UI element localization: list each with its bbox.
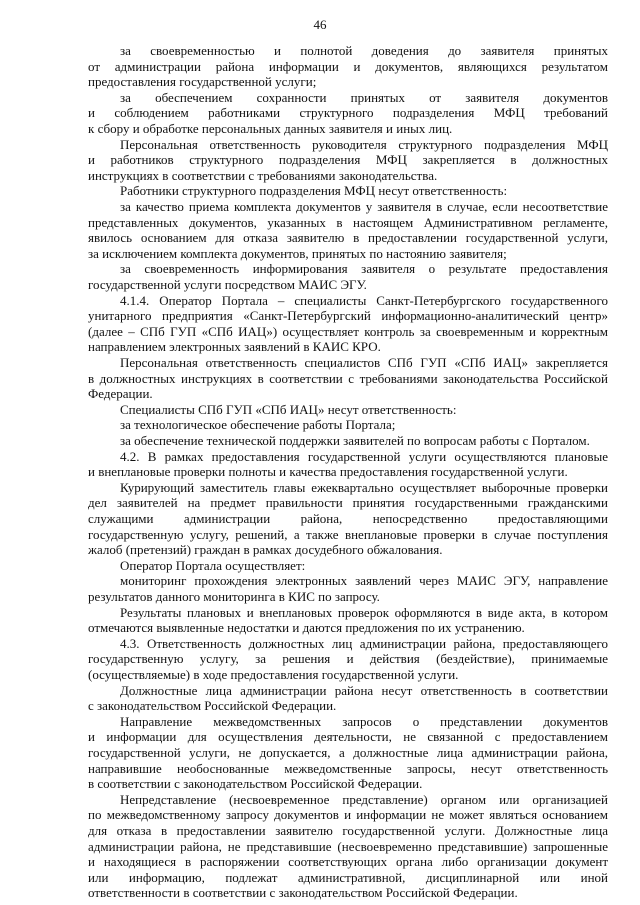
text-line: жалоб (претензий) граждан в рамках досудебного обжалования. xyxy=(88,542,443,558)
text-line: представленных документов, указанных в настоящем Административном регламенте, xyxy=(88,214,608,230)
text-line: Направление межведомственных запросов о представлении документов xyxy=(120,713,608,729)
text-line: в должностных инструкциях в соответствии с требованиями законодательства Российской xyxy=(88,370,608,386)
page-number: 46 xyxy=(313,17,327,32)
text-line: результатов данного мониторинга в КИС по запросу. xyxy=(88,589,380,604)
text-line: с законодательством Российской Федерации. xyxy=(88,698,337,714)
text-line: государственной услуги посредством МАИС ЭГУ. xyxy=(88,277,367,292)
text-line: дел заявителей на предмет правильности принятия государственными гражданскими xyxy=(88,495,608,511)
text-line: за обеспечение технической поддержки заявителей по вопросам работы с Порталом. xyxy=(120,433,590,448)
text-line: и внеплановые проверки полноты и качества предоставления государственной услуги. xyxy=(88,464,568,480)
text-line: за качество приема комплекта документов у заявителя в случае, если несоответствие xyxy=(120,199,608,214)
text-line: направившие необоснованные межведомственные запросы, несут ответственность xyxy=(88,760,608,776)
text-line: администрации района, не представившие (несвоевременно представившие) запрошенные xyxy=(88,838,608,854)
text-line: (осуществляемые) в ходе предоставления государственной услуги. xyxy=(88,667,459,682)
text-line: для отказа в предоставлении заявителю государственной услуги. Должностные лица xyxy=(88,823,608,838)
text-line: отмечаются выявленные недостатки и даются предложения по их устранению. xyxy=(88,620,525,636)
text-line: государственную услугу, за решения и действия (бездействие), принимаемые xyxy=(88,651,608,667)
text-line: к сбору и обработке персональных данных заявителя и иных лиц. xyxy=(88,121,453,136)
text-line: мониторинг прохождения электронных заявлений через МАИС ЭГУ, направление xyxy=(120,573,608,589)
text-line: за технологическое обеспечение работы Портала; xyxy=(120,417,396,433)
text-line: Персональная ответственность специалистов СПб ГУП «СПб ИАЦ» закрепляется xyxy=(120,355,608,370)
text-line: Непредставление (несвоевременное представление) органом или организацией xyxy=(120,791,608,807)
text-line: ответственности в соответствии с законодательством Российской Федерации. xyxy=(88,885,518,901)
text-line: 4.3. Ответственность должностных лиц администрации района, предоставляющего xyxy=(120,635,608,651)
text-line: за своевременностью и полнотой доведения до заявителя принятых xyxy=(120,43,608,58)
text-line: в соответствии с законодательством Российской Федерации. xyxy=(88,776,423,792)
text-line: и находящиеся в распоряжении соответствующих органа либо организации документ xyxy=(88,854,608,870)
text-line: за исключением комплекта документов, принятых по настоянию заявителя; xyxy=(88,245,507,261)
text-line: и соблюдением работниками структурного подразделения МФЦ требований xyxy=(88,105,608,121)
text-line: или информацию, подлежат административной, дисциплинарной или иной xyxy=(88,869,608,885)
text-line: Специалисты СПб ГУП «СПб ИАЦ» несут ответственность: xyxy=(120,401,457,417)
text-line: (далее – СПб ГУП «СПб ИАЦ») осуществляет контроль за своевременным и корректным xyxy=(88,323,608,339)
text-line: 4.1.4. Оператор Портала – специалисты Санкт-Петербургского государственного xyxy=(120,292,608,308)
text-line: Курирующий заместитель главы ежеквартально осуществляет выборочные проверки xyxy=(120,479,608,495)
text-line: Оператор Портала осуществляет: xyxy=(120,557,306,573)
text-line: от администрации района информации и документов, являющихся результатом xyxy=(88,58,608,74)
text-line: государственную услугу, решений, а также внеплановые проверки в случае поступления xyxy=(88,526,608,542)
text-line: Должностные лица администрации района несут ответственность в соответствии xyxy=(120,682,608,698)
text-line: за обеспечением сохранности принятых от заявителя документов xyxy=(120,89,608,105)
text-line: Персональная ответственность руководителя структурного подразделения МФЦ xyxy=(120,136,608,152)
text-line: явилось основанием для отказа заявителю в предоставлении государственной услуги, xyxy=(88,230,608,246)
text-line: и работников структурного подразделения МФЦ закрепляется в должностных xyxy=(88,152,608,168)
text-line: служащими администрации района, непосредственно предоставляющими xyxy=(88,511,608,526)
text-line: за своевременность информирования заявителя о результате предоставления xyxy=(120,261,608,277)
text-line: по межведомственному запросу документов и информации не может являться основанием xyxy=(88,807,608,823)
text-line: инструкциях в соответствии с требованиями законодательства. xyxy=(88,167,438,183)
text-line: Федерации. xyxy=(88,386,153,402)
text-line: Работники структурного подразделения МФЦ несут ответственность: xyxy=(120,183,508,199)
text-line: и информации для осуществления деятельности, не связанной с предоставлением xyxy=(88,729,608,745)
text-line: государственной услуги, не допускается, а должностные лица администрации района, xyxy=(88,745,608,760)
text-line: унитарного предприятия «Санкт-Петербургский информационно-аналитический центр» xyxy=(88,308,608,324)
text-line: Результаты плановых и внеплановых проверок оформляются в виде акта, в котором xyxy=(120,604,608,620)
text-line: предоставления государственной услуги; xyxy=(88,74,317,90)
text-line: направлением электронных заявлений в КАИС КРО. xyxy=(88,339,381,355)
text-line: 4.2. В рамках предоставления государственной услуги осуществляются плановые xyxy=(120,448,608,464)
